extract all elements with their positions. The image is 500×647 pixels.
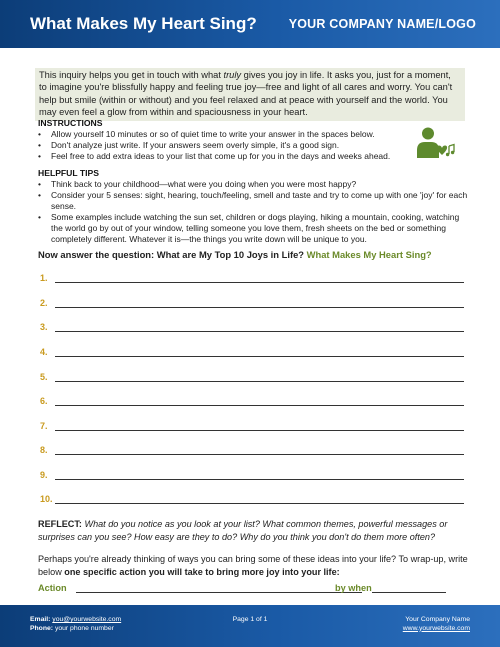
intro-text-b: gives you joy in life. It asks you, just for a moment, to imagine you're blissfully happy and feeling true joy—free and light of all cares and worry. You can't help but smile (within or without) and you feel relaxed and at peace with yourself and the world. You may even feel a glow from within and spaciousness in your heart. [39,70,453,118]
answer-line[interactable] [55,493,464,504]
tip-item: • Consider your 5 senses: sight, hearing, touch/feeling, smell and taste and try to come up with one 'joy' for each sense. [38,190,470,212]
answer-number: 8. [40,445,48,455]
answer-line[interactable] [55,272,464,283]
wrapup-text: Perhaps you're already thinking of ways you can bring some of these ideas into your life? To wrap-up, write below [38,554,468,577]
instruction-item: • Don't analyze just write. If your answers seem overly simple, it's a good sign. [38,140,418,151]
answer-row-5[interactable] [40,370,464,382]
answer-number: 2. [40,298,48,308]
phone-label: Phone: [30,624,54,632]
answer-number: 7. [40,421,48,431]
answer-row-2[interactable] [40,296,464,308]
answer-number: 3. [40,322,48,332]
by-when-label: by when [335,583,372,593]
website-link[interactable]: www.yourwebsite.com [402,624,470,632]
answer-line[interactable] [55,371,464,382]
email-label: Email: [30,616,51,623]
company-logo: YOUR COMPANY NAME/LOGO [288,17,476,31]
answer-number: 4. [40,347,48,357]
footer-contact [30,616,121,633]
answer-line[interactable] [55,321,464,332]
instructions-list [38,129,418,162]
instruction-item: • Allow yourself 10 minutes or so of quiet time to write your answer in the spaces below. [38,129,418,140]
answer-number: 1. [40,273,48,283]
page-number: Page 1 of 1 [232,616,268,623]
answer-row-6[interactable] [40,394,464,406]
answer-line[interactable] [55,469,464,480]
phone-number: your phone number [54,624,114,632]
reflect-label: REFLECT: [38,519,82,529]
wrapup-bold: one specific action you will take to bring more joy into your life: [64,566,340,577]
person-heart-music-icon [416,127,456,163]
wrapup-paragraph [38,553,470,578]
email-link[interactable]: you@yourwebsite.com [52,616,122,623]
answer-line[interactable] [55,297,464,308]
answer-number: 10. [40,494,53,504]
reflect-paragraph [38,518,470,543]
answer-row-8[interactable] [40,443,464,455]
reflect-text: What do you notice as you look at your list? What common themes, powerful messages or surprises can you see? How easy are they to do? Why do you think you don't do them more often? [38,519,448,542]
answer-line[interactable] [55,444,464,455]
answer-row-10[interactable] [40,492,464,504]
answer-row-4[interactable] [40,345,464,357]
action-input-line[interactable] [76,580,362,593]
tip-item: • Think back to your childhood—what were you doing when you were most happy? [38,179,470,190]
question-accent: What Makes My Heart Sing? [306,249,432,260]
action-label: Action [38,583,67,593]
answer-number: 5. [40,372,48,382]
answer-row-1[interactable] [40,271,464,283]
page-header [0,0,500,48]
question-heading [38,249,432,260]
question-text: Now answer the question: What are My Top 10 Joys in Life? [38,249,307,260]
instruction-item: • Feel free to add extra ideas to your list that come up for you in the days and weeks ahead. [38,151,418,162]
footer-company [403,616,470,633]
page-footer [0,605,500,647]
answer-line[interactable] [55,395,464,406]
answer-line[interactable] [55,346,464,357]
by-when-input-line[interactable] [372,580,446,593]
answer-number: 6. [40,396,48,406]
answer-row-3[interactable] [40,320,464,332]
intro-emphasis: truly [223,70,242,80]
tips-heading: HELPFUL TIPS [38,168,99,178]
tip-item: • Some examples include watching the sun set, children or dogs playing, hiking a mountain, cooking, watching the world go by out of your window, telling someone you love them, fresh sheets on the bed or something completely different. Whatever it is—the things you write down will be unique to you. [38,212,470,245]
intro-box [35,68,465,121]
intro-text-a: This inquiry helps you get in touch with what [39,70,224,80]
answer-row-7[interactable] [40,419,464,431]
answer-line[interactable] [55,420,464,431]
company-name: Your Company Name [405,616,470,623]
instructions-heading: INSTRUCTIONS [38,118,103,128]
action-row [38,580,468,594]
tips-list [38,179,470,244]
page-title: What Makes My Heart Sing? [30,14,257,33]
answer-number: 9. [40,470,48,480]
answer-row-9[interactable] [40,468,464,480]
